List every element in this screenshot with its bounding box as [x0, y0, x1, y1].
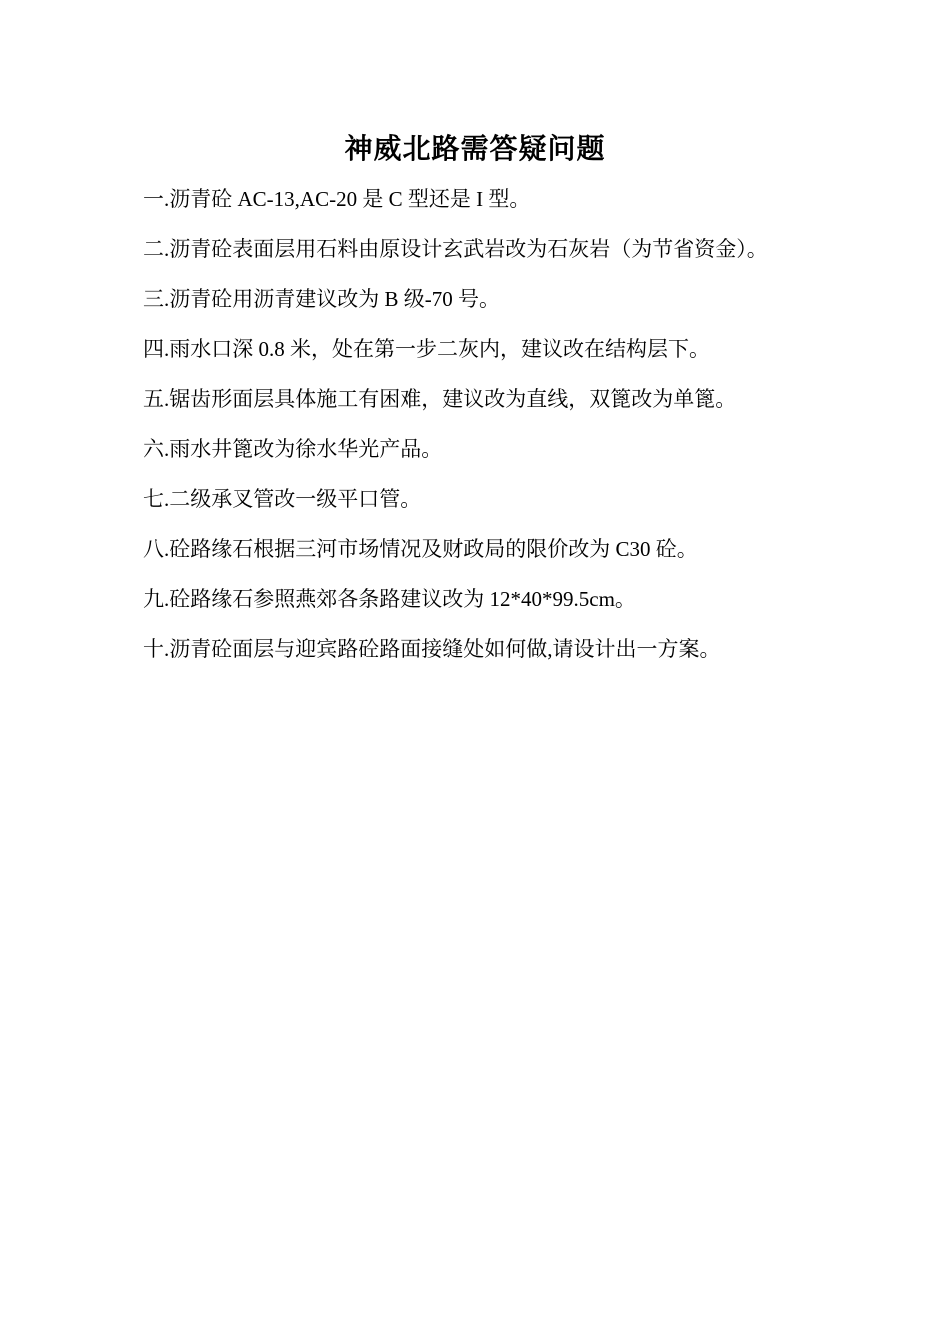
question-number: 十. — [143, 637, 170, 661]
question-item — [143, 480, 808, 518]
question-item — [143, 280, 808, 318]
question-text: 沥青砼用沥青建议改为 B 级-70 号。 — [169, 287, 500, 311]
question-item — [143, 580, 808, 618]
question-list — [143, 180, 808, 680]
question-item — [143, 180, 808, 218]
question-number: 四. — [143, 337, 170, 361]
question-number: 六. — [143, 437, 170, 461]
question-number: 三. — [143, 287, 170, 311]
question-number: 八. — [143, 537, 170, 561]
question-text: 沥青砼表面层用石料由原设计玄武岩改为石灰岩（为节省资金）。 — [169, 237, 768, 261]
question-number: 一. — [143, 187, 170, 211]
question-number: 七. — [143, 487, 170, 511]
question-text: 沥青砼 AC-13,AC-20 是 C 型还是 I 型。 — [169, 187, 531, 211]
question-text: 锯齿形面层具体施工有困难，建议改为直线，双篦改为单篦。 — [169, 387, 737, 411]
question-number: 二. — [143, 237, 170, 261]
question-item — [143, 330, 808, 368]
question-text: 雨水井篦改为徐水华光产品。 — [169, 437, 443, 461]
question-text: 二级承叉管改一级平口管。 — [169, 487, 422, 511]
question-item — [143, 230, 808, 268]
question-item — [143, 380, 808, 418]
question-item — [143, 630, 808, 668]
document-title: 神威北路需答疑问题 — [344, 134, 606, 165]
question-number: 五. — [143, 387, 170, 411]
question-number: 九. — [143, 587, 170, 611]
question-text: 雨水口深 0.8 米，处在第一步二灰内，建议改在结构层下。 — [169, 337, 710, 361]
question-text: 砼路缘石参照燕郊各条路建议改为 12*40*99.5cm。 — [169, 587, 636, 611]
question-text: 砼路缘石根据三河市场情况及财政局的限价改为 C30 砼。 — [169, 537, 698, 561]
question-item — [143, 530, 808, 568]
question-text: 沥青砼面层与迎宾路砼路面接缝处如何做,请设计出一方案。 — [169, 637, 721, 661]
question-item — [143, 430, 808, 468]
